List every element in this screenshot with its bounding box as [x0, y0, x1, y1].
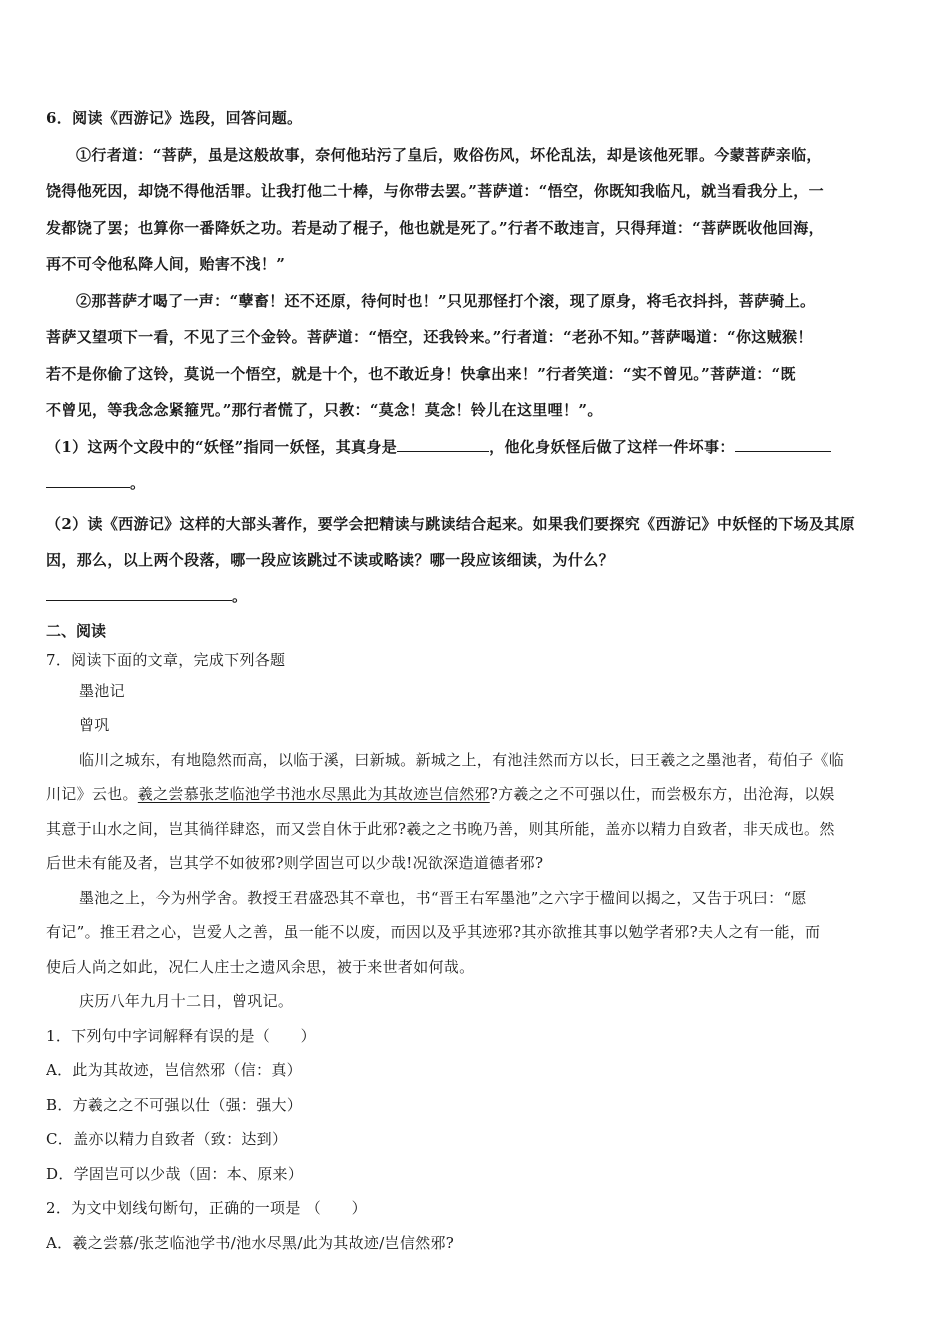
article-line: 有记”。推王君之心，岂爱人之善，虽一能不以废，而因以及乎其迹邪?其亦欲推其事以勉学者邪?夫人之有一能，而 [46, 923, 821, 941]
article-line: 其意于山水之间，岂其徜徉肆恣，而又尝自休于此邪?羲之之书晚乃善，则其所能，盖亦以精力自致者，非天成也。然 [46, 819, 835, 838]
passage-2-line: 不曾见，等我念念紧箍咒。”那行者慌了，只教：“莫念！莫念！铃儿在这里哩！”。 [46, 401, 603, 419]
article-line [46, 777, 910, 812]
sub-1-text-b: ，他化身妖怪后做了这样一件坏事： [489, 437, 735, 456]
sub-question-1-stem: 1．下列句中字词解释有误的是（ ） [46, 1026, 316, 1045]
answer-blank-bad-deed-cont[interactable] [46, 473, 130, 488]
passage-2-line: 若不是你偷了这铃，莫说一个悟空，就是十个，也不敢近身！快拿出来！”行者笑道：“实不曾见。”菩萨道：“既 [46, 364, 796, 383]
article-title: 墨池记 [79, 681, 125, 700]
option-c[interactable]: C．盖亦以精力自致者（致：达到） [46, 1130, 288, 1148]
answer-blank-bad-deed[interactable] [735, 437, 831, 452]
passage-1-line: 饶得他死因，却饶不得他活罪。让我打他二十棒，与你带去罢。”菩萨道：“悟空，你既知我临凡，就当看我分上，一 [46, 182, 824, 200]
article-line: 墨池之上，今为州学舍。教授王君盛恐其不章也，书“晋王右军墨池”之六字于楹间以揭之，又告于巩曰：“愿 [79, 888, 807, 907]
option-a[interactable]: A．羲之尝慕/张芝临池学书/池水尽黑/此为其故迹/岂信然邪? [46, 1233, 455, 1252]
passage-2-line: ②那菩萨才喝了一声：“孽畜！还不还原，待何时也！”只见那怪打个滚，现了原身，将毛衣抖抖，菩萨骑上。 [76, 291, 816, 310]
sub-1-end: 。 [130, 474, 146, 492]
answer-blank-true-form[interactable] [397, 437, 489, 452]
document-page [46, 100, 910, 1260]
article-line: 使后人尚之如此，况仁人庄士之遗风余思，被于来世者如何哉。 [46, 957, 475, 976]
sub-1-text-a: （1）这两个文段中的“妖怪”指同一妖怪，其真身是 [46, 437, 398, 456]
question-7-title: 7．阅读下面的文章，完成下列各题 [46, 650, 286, 669]
passage-1-line: ①行者道：“菩萨，虽是这般故事，奈何他玷污了皇后，败俗伤风，坏伦乱法，却是该他死罪。今蒙菩萨亲临， [76, 145, 822, 164]
article-line: 临川之城东，有地隐然而高，以临于溪，曰新城。新城之上，有池洼然而方以长，曰王羲之之墨池者，荀伯子《临 [79, 750, 845, 769]
passage-1-line: 发都饶了罢；也算你一番降妖之功。若是动了棍子，他也就是死了。”行者不敢违言，只得拜道：“菩萨既收他回海， [46, 218, 824, 237]
passage-2-line: 菩萨又望项下一看，不见了三个金铃。菩萨道：“悟空，还我铃来。”行者道：“老孙不知。”菩萨喝道：“你这贼猴！ [46, 328, 813, 346]
question-6-sub-2: 因，那么，以上两个段落，哪一段应该跳过不读或略读？哪一段应该细读，为什么？ [46, 550, 614, 569]
question-6-title: 6．阅读《西游记》选段，回答问题。 [46, 109, 303, 127]
option-b[interactable]: B．方羲之之不可强以仕（强：强大） [46, 1095, 303, 1114]
section-heading: 二、阅读 [46, 621, 107, 640]
passage-1-line: 再不可令他私降人间，贻害不浅！” [46, 255, 286, 273]
question-6-sub-2-answer [46, 578, 910, 614]
article-text: 川记》云也。 [46, 785, 138, 803]
article-text: ?方羲之之不可强以仕，而尝极东方，出沧海，以娱 [489, 785, 835, 803]
question-6-sub-2: （2）读《西游记》这样的大部头著作，要学会把精读与跳读结合起来。如果我们要探究《西游记》中妖怪的下场及其原 [46, 514, 855, 533]
article-author: 曾巩 [79, 716, 110, 734]
question-6-sub-1 [46, 429, 910, 466]
article-line: 后世未有能及者，岂其学不如彼邪?则学固岂可以少哉!况欲深造道德者邪? [46, 854, 544, 872]
sub-question-2-stem: 2．为文中划线句断句，正确的一项是 （ ） [46, 1199, 367, 1217]
option-d[interactable]: D．学固岂可以少哉（固：本、原来） [46, 1164, 304, 1183]
option-a[interactable]: A．此为其故迹，岂信然邪（信：真） [46, 1061, 302, 1079]
sub-2-end: 。 [232, 586, 248, 605]
underlined-sentence: 羲之尝慕张芝临池学书池水尽黑此为其故迹岂信然邪 [137, 785, 490, 803]
answer-blank-reading-method[interactable] [46, 586, 232, 601]
question-6-sub-1-cont [46, 465, 910, 502]
article-date: 庆历八年九月十二日，曾巩记。 [79, 992, 294, 1010]
